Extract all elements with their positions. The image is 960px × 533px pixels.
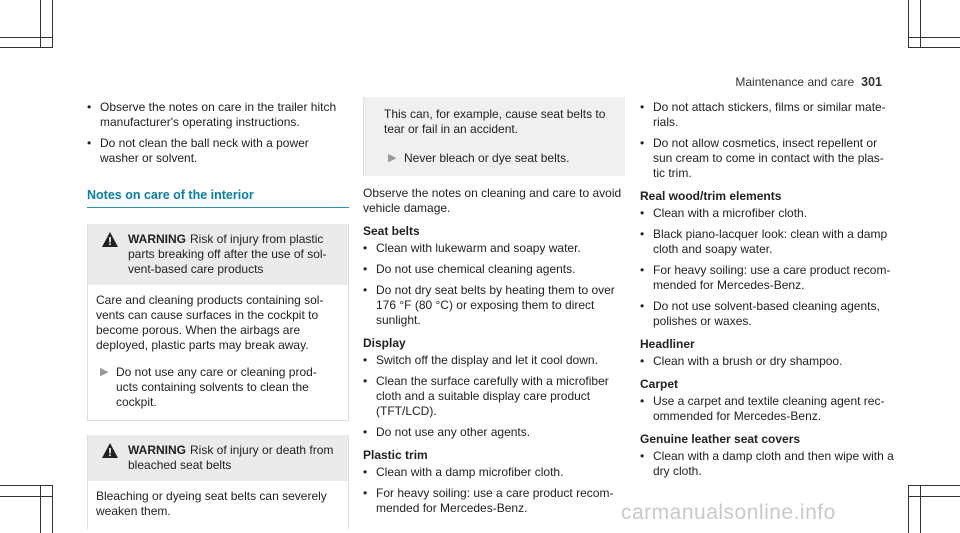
list-item: • Do not dry seat belts by heating them to over 176 °F (80 °C) or exposing them to direct sunlight.: [363, 283, 615, 327]
list-item: • Do not allow cosmetics, insect repellent or sun cream to come in contact with the plas-tic trim.: [640, 136, 884, 180]
crop-mark: [52, 0, 53, 48]
bullet-dot: •: [640, 263, 645, 277]
list-item: • Clean the surface carefully with a microfiber cloth and a suitable display care product (TFT/LCD).: [363, 374, 609, 418]
warning-header: [88, 224, 348, 285]
list-item: • Clean with a microfiber cloth.: [640, 206, 808, 220]
crop-mark: [40, 0, 41, 48]
warning-note: ▶ Do not use any care or cleaning prod-ucts containing solvents to clean the cockpit.: [100, 365, 317, 409]
list-item: • Do not clean the ball neck with a power washer or solvent.: [87, 136, 309, 165]
right-arrow-icon: ▶: [388, 152, 397, 164]
warning-body: [88, 285, 348, 420]
list-item: • Clean with a damp microfiber cloth.: [363, 465, 564, 479]
watermark[interactable]: carmanualsonline.info: [621, 501, 836, 524]
page-header: [735, 75, 882, 90]
bullet-dot: •: [640, 206, 645, 220]
subheading: Seat belts: [363, 224, 420, 238]
crop-mark: [0, 37, 52, 38]
bullet-dot: •: [640, 354, 645, 368]
column-right: [640, 100, 895, 485]
subheading: Real wood/trim elements: [640, 189, 782, 203]
bullet-dot: •: [640, 299, 645, 313]
crop-mark: [908, 496, 960, 497]
column-left: [87, 100, 349, 529]
bullet-dot: •: [87, 100, 92, 114]
crop-mark: [920, 0, 921, 48]
subheading: Plastic trim: [363, 448, 428, 462]
list-item: • Do not attach stickers, films or similar mate-rials.: [640, 100, 886, 129]
list-item: • Clean with lukewarm and soapy water.: [363, 241, 581, 255]
list-item: • Use a carpet and textile cleaning agent rec-ommended for Mercedes-Benz.: [640, 394, 885, 423]
subheading: Headliner: [640, 337, 695, 351]
subheading: Carpet: [640, 377, 679, 391]
bullet-dot: •: [363, 374, 368, 388]
page-number: 301: [861, 75, 882, 89]
crop-mark: [52, 485, 53, 533]
warning-label: WARNING: [128, 443, 186, 457]
crop-mark: [0, 496, 53, 497]
list-item: • Do not use any other agents.: [363, 425, 531, 439]
list-item: • Switch off the display and let it cool down.: [363, 353, 598, 367]
column-middle: [363, 97, 625, 522]
list-item: • Clean with a damp cloth and then wipe with a dry cloth.: [640, 449, 894, 478]
bullet-dot: •: [363, 486, 368, 500]
warning-continuation: [363, 97, 625, 176]
warning-box: [87, 435, 349, 529]
bullet-dot: •: [363, 425, 368, 439]
warning-triangle-icon: [102, 232, 118, 247]
warning-body: [88, 481, 348, 529]
right-arrow-icon: ▶: [100, 366, 109, 378]
crop-mark: [908, 485, 909, 533]
crop-mark: [908, 485, 960, 486]
crop-mark: [908, 37, 960, 38]
bullet-dot: •: [87, 136, 92, 150]
crop-mark: [0, 47, 53, 48]
bullet-dot: •: [363, 241, 368, 255]
section-heading: Notes on care of the interior: [87, 188, 349, 208]
list-item: • Do not use solvent-based cleaning agents, polishes or waxes.: [640, 299, 880, 328]
bullet-dot: •: [640, 449, 645, 463]
list-item: • For heavy soiling: use a care product recom-mended for Mercedes-Benz.: [640, 263, 891, 292]
header-section-title: Maintenance and care: [735, 75, 855, 89]
list-item: • Clean with a brush or dry shampoo.: [640, 354, 843, 368]
list-item: • Do not use chemical cleaning agents.: [363, 262, 576, 276]
subheading: Genuine leather seat covers: [640, 432, 801, 446]
warning-title: Risk of injury from plastic parts breaking off after the use of sol-vent-based care products: [128, 232, 327, 276]
bullet-dot: •: [640, 394, 645, 408]
intro-text: Observe the notes on cleaning and care to avoid vehicle damage.: [363, 186, 622, 215]
list-item: • For heavy soiling: use a care product recom-mended for Mercedes-Benz.: [363, 486, 614, 515]
bullet-dot: •: [363, 283, 368, 297]
bullet-dot: •: [640, 100, 645, 114]
warning-label: WARNING: [128, 232, 186, 246]
warning-header: [88, 435, 348, 481]
bullet-dot: •: [363, 353, 368, 367]
list-item: • Observe the notes on care in the trailer hitch manufacturer's operating instructions.: [87, 100, 337, 129]
warning-text: Bleaching or dyeing seat belts can severely weaken them.: [96, 489, 327, 518]
warning-text: This can, for example, cause seat belts to tear or fail in an accident.: [384, 107, 606, 136]
warning-triangle-icon: [102, 443, 118, 458]
warning-box: [87, 224, 349, 421]
crop-mark: [908, 0, 909, 48]
bullet-dot: •: [640, 227, 645, 241]
crop-mark: [908, 47, 960, 48]
crop-mark: [0, 485, 53, 486]
warning-note: ▶ Never bleach or dye seat belts.: [388, 151, 570, 165]
subheading: Display: [363, 336, 406, 350]
list-item: • Black piano-lacquer look: clean with a damp cloth and soapy water.: [640, 227, 888, 256]
bullet-dot: •: [363, 262, 368, 276]
crop-mark: [920, 485, 921, 533]
bullet-dot: •: [363, 465, 368, 479]
crop-mark: [40, 485, 41, 533]
bullet-dot: •: [640, 136, 645, 150]
warning-title: Risk of injury or death from bleached seat belts: [128, 443, 334, 472]
warning-text: Care and cleaning products containing sol-vents can cause surfaces in the cockpit to become porous. When the airbags are deployed, plastic parts may break away.: [96, 293, 324, 352]
